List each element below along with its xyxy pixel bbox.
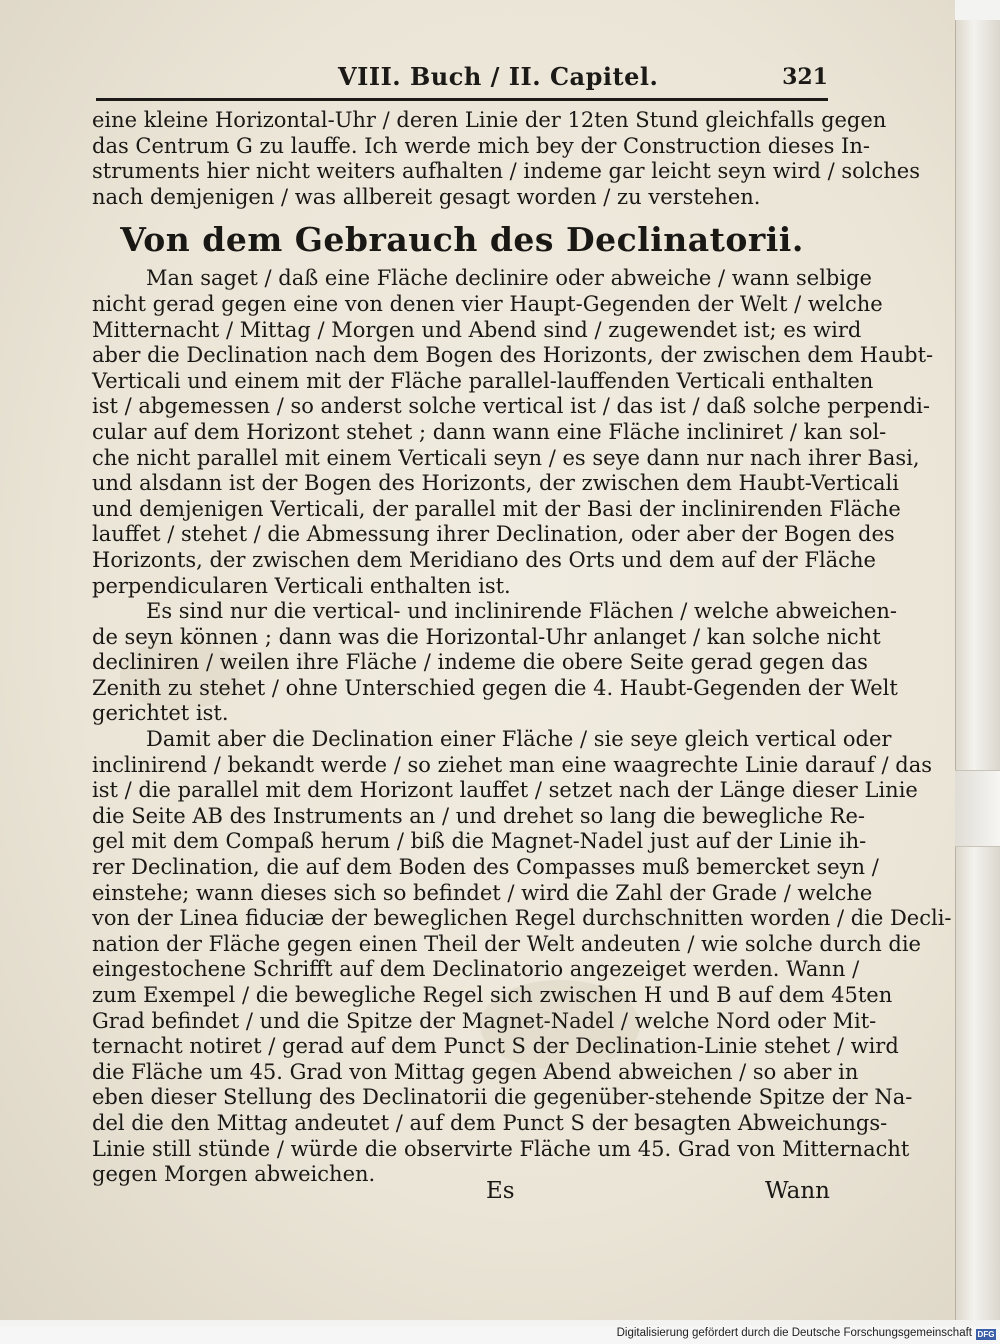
page-number: 321 <box>782 64 828 90</box>
running-header <box>90 58 828 94</box>
text-line: gerichtet ist. <box>92 701 229 726</box>
text-line: gegen Morgen abweichen. <box>92 1162 376 1187</box>
text-line: ist / abgemessen / so anderst solche vertical ist / das ist / daß solche perpendi- <box>92 394 930 419</box>
digitization-note: Digitalisierung gefördert durch die Deutsche Forschungsgemeinschaft <box>616 1327 972 1339</box>
text-line: che nicht parallel mit einem Verticali seyn / es seye dann nur nach ihrer Basi, <box>92 445 920 470</box>
catchword-row <box>92 1178 830 1210</box>
paragraph-declining-surfaces <box>92 599 898 727</box>
text-line: eine kleine Horizontal-Uhr / deren Linie der 12ten Stund gleichfalls gegen <box>92 108 887 132</box>
text-line: Es sind nur die vertical- und inclinirende Flächen / welche abweichen- <box>146 599 897 624</box>
text-line: Zenith zu stehet / ohne Unterschied gegen die 4. Haubt-Gegenden der Welt <box>92 675 898 700</box>
text-line: Linie still stünde / würde die observirte Fläche um 45. Grad von Mitternacht <box>92 1136 910 1161</box>
text-line: struments hier nicht weiters aufhalten / indeme gar leicht seyn wird / solches <box>92 159 920 184</box>
text-line: gel mit dem Compaß herum / biß die Magnet-Nadel just auf der Linie ih- <box>92 829 867 854</box>
digitization-footer <box>0 1326 1000 1344</box>
text-line: eingestochene Schrifft auf dem Declinatorio angezeiget werden. Wann / <box>92 957 860 982</box>
text-line: de seyn können ; dann was die Horizontal-Uhr anlanget / kan solche nicht <box>92 624 881 649</box>
text-line: lauffet / stehet / die Abmessung ihrer Declination, oder aber der Bogen des <box>92 522 895 547</box>
text-line: ternacht notiret / gerad auf dem Punct S der Declination-Linie stehet / wird <box>92 1034 899 1059</box>
next-page-edge <box>955 20 1000 1320</box>
text-line: Mitternacht / Mittag / Morgen und Abend sind / zugewendet ist; es wird <box>92 317 862 342</box>
dfg-logo: DFG <box>977 1330 995 1339</box>
text-line: del die den Mittag andeutet / auf dem Punct S der besagten Abweichungs- <box>92 1110 888 1135</box>
page-body-text <box>92 108 952 1188</box>
paragraph-measuring-procedure <box>92 727 952 1188</box>
text-line: zum Exempel / die bewegliche Regel sich zwischen H und B auf dem 45ten <box>92 983 893 1007</box>
paragraph-intro <box>92 108 920 210</box>
text-line: Verticali und einem mit der Fläche parallel-lauffenden Verticali enthalten <box>92 368 874 393</box>
text-line: decliniren / weilen ihre Fläche / indeme die obere Seite gerad gegen das <box>92 650 868 675</box>
catchword-signature: Es <box>486 1178 515 1204</box>
text-line: Man saget / daß eine Fläche declinire oder abweiche / wann selbige <box>146 266 872 291</box>
text-line: Horizonts, der zwischen dem Meridiano des Orts und dem auf der Fläche <box>92 547 876 572</box>
text-line: rer Declination, die auf dem Boden des Compasses muß bemercket seyn / <box>92 855 879 880</box>
text-line: und alsdann ist der Bogen des Horizonts, der zwischen dem Haubt-Verticali <box>92 471 899 496</box>
text-line: und demjenigen Verticali, der parallel mit der Basi der inclinirenden Fläche <box>92 496 901 521</box>
text-line: Grad befindet / und die Spitze der Magnet-Nadel / welche Nord oder Mit- <box>92 1008 877 1033</box>
section-heading: Von dem Gebrauch des Declinatorii. <box>120 220 804 260</box>
text-line: inclinirend / bekandt werde / so ziehet man eine waagrechte Linie darauf / das <box>92 752 932 777</box>
text-line: ist / die parallel mit dem Horizont lauffet / setzet nach der Länge dieser Linie <box>92 778 918 803</box>
text-line: die Seite AB des Instruments an / und drehet so lang die bewegliche Re- <box>92 803 866 828</box>
running-head-title: VIII. Buch / II. Capitel. <box>338 62 659 91</box>
text-line: eben dieser Stellung des Declinatorii die gegenüber-stehende Spitze der Na- <box>92 1085 913 1110</box>
text-line: nicht gerad gegen eine von denen vier Haupt-Gegenden der Welt / welche <box>92 291 883 316</box>
text-line: die Fläche um 45. Grad von Mittag gegen Abend abweichen / so aber in <box>92 1059 859 1084</box>
text-line: nach demjenigen / was allbereit gesagt worden / zu verstehen. <box>92 184 761 209</box>
text-line: einstehe; wann dieses sich so befindet / wird die Zahl der Grade / welche <box>92 880 873 905</box>
text-line: von der Linea fiduciæ der beweglichen Regel durchschnitten worden / die Decli- <box>92 906 952 931</box>
paragraph-declination-definition <box>92 266 934 599</box>
catchword-next-page: Wann <box>765 1178 830 1204</box>
text-line: aber die Declination nach dem Bogen des Horizonts, der zwischen dem Haubt- <box>92 343 934 368</box>
text-line: perpendicularen Verticali enthalten ist. <box>92 573 511 598</box>
text-line: cular auf dem Horizont stehet ; dann wann eine Fläche incliniret / kan sol- <box>92 419 887 444</box>
header-rule <box>96 98 828 101</box>
text-line: nation der Fläche gegen einen Theil der Welt andeuten / wie solche durch die <box>92 931 921 956</box>
text-line: das Centrum G zu lauffe. Ich werde mich bey der Construction dieses In- <box>92 133 870 158</box>
text-line: Damit aber die Declination einer Fläche / sie seye gleich vertical oder <box>146 727 892 752</box>
